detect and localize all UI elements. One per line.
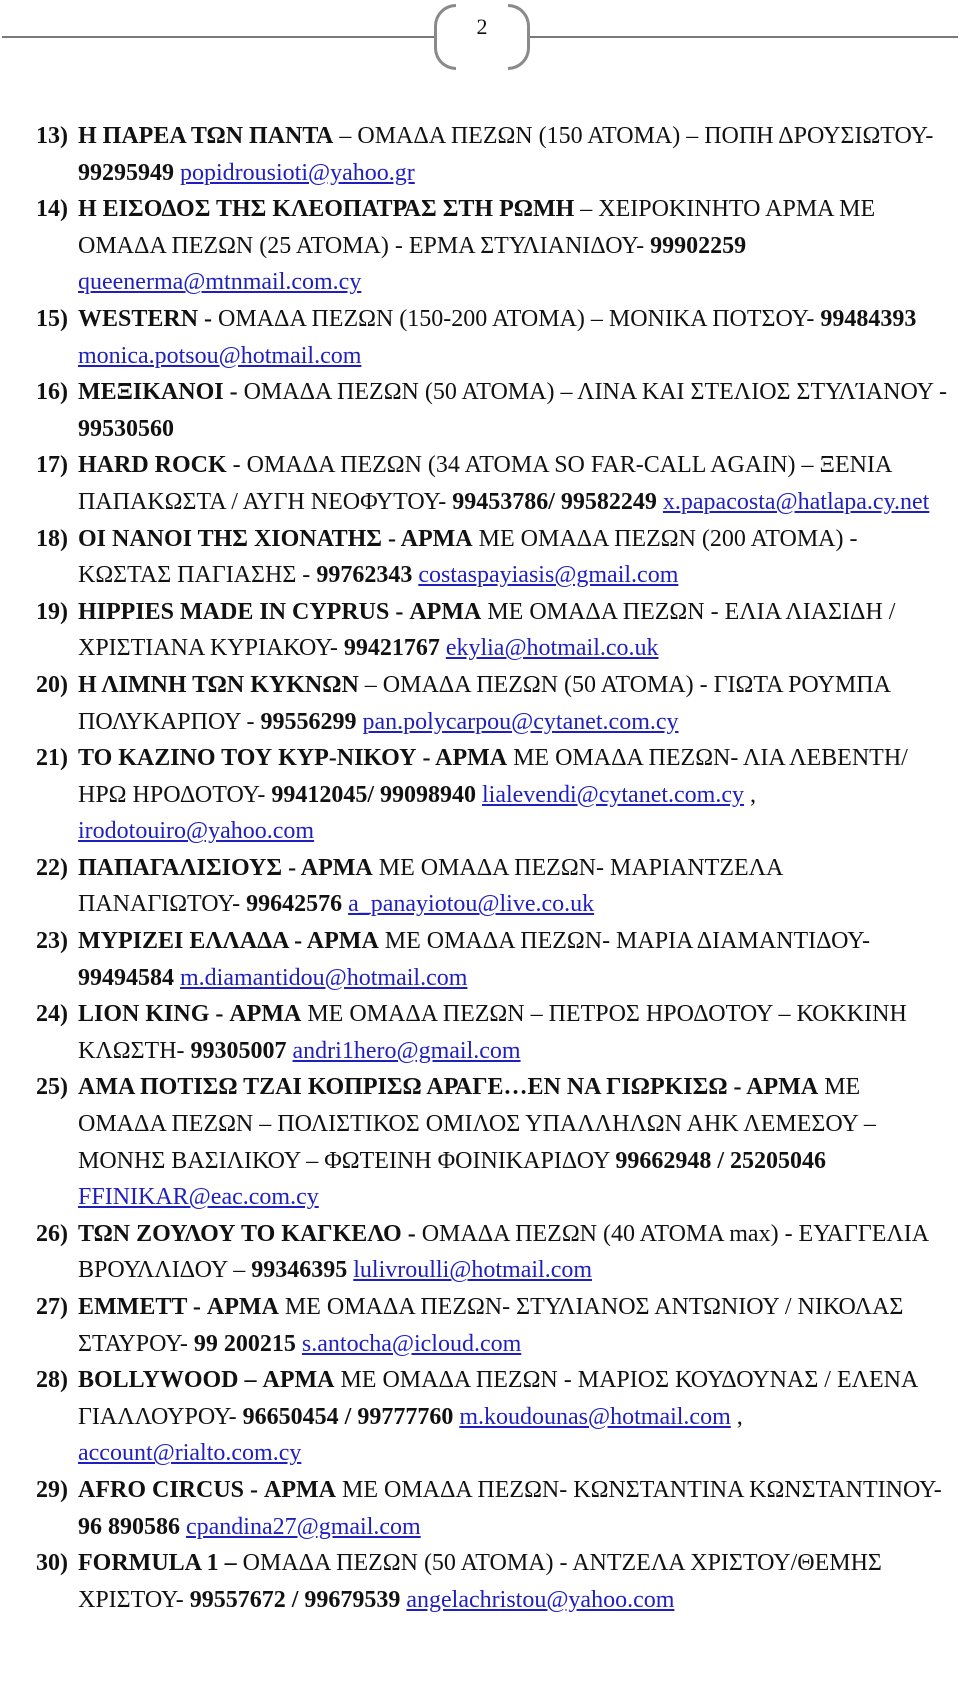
- item-number: 29): [36, 1476, 68, 1503]
- entry-description: ΜΕ ΟΜΑΔΑ ΠΕΖΩΝ - ΕΛΙΑ ΛΙΑΣΙΔΗ / ΧΡΙΣΤΙΑΝΑ ΚΥΡΙΑΚΟΥ-: [78, 598, 896, 662]
- entry-title: ΤΟ ΚΑΖΙΝΟ ΤΟΥ ΚΥΡ-ΝΙΚΟΥ - ΑΡΜΑ: [78, 745, 508, 772]
- entry-phone: 96650454 / 99777760: [242, 1403, 454, 1430]
- entry-description: ΟΜΑΔΑ ΠΕΖΩΝ (40 ΑΤΟΜΑ max) - ΕΥΑΓΓΕΛΙΑ ΒΡΟΥΛΛΙΔΟΥ –: [78, 1220, 928, 1284]
- entry-title: ΑΜΑ ΠΟΤΙΣΩ ΤΖΑΙ ΚΟΠΡΙΣΩ ΑΡΑΓΕ…ΕΝ ΝΑ ΓΙΩΡΚΙΣΩ - ΑΡΜΑ: [78, 1074, 819, 1101]
- entry-phone: 99530560: [78, 415, 174, 442]
- email-link[interactable]: m.diamantidou@hotmail.com: [180, 964, 468, 991]
- item-number: 13): [36, 123, 68, 149]
- item-number: 22): [36, 854, 68, 881]
- entry-title: Η ΕΙΣΟΔΟΣ ΤΗΣ ΚΛΕΟΠΑΤΡΑΣ ΣΤΗ ΡΩΜΗ: [78, 196, 575, 223]
- entry-description: ΜΕ ΟΜΑΔΑ ΠΕΖΩΝ - ΜΑΡΙΟΣ ΚΟΥΔΟΥΝΑΣ / ΕΛΕΝΑ ΓΙΑΛΛΟΥΡΟΥ-: [78, 1367, 918, 1430]
- entry-title: Η ΛΙΜΝΗ ΤΩΝ ΚΥΚΝΩΝ: [78, 671, 359, 698]
- email-link[interactable]: x.papacosta@hatlapa.cy.net: [662, 488, 930, 515]
- list-item: [36, 447, 948, 520]
- email-link[interactable]: a_panayiotou@live.co.uk: [348, 891, 595, 918]
- entry-phone: 99762343: [316, 562, 413, 589]
- entry-description: – ΧΕΙΡΟΚΙΝΗΤΟ ΑΡΜΑ ΜΕ ΟΜΑΔΑ ΠΕΖΩΝ (25 ΑΤΟΜΑ) - ΕΡΜΑ ΣΤΥΛΙΑΝΙΔΟΥ-: [78, 196, 876, 259]
- entry-description: ΜΕ ΟΜΑΔΑ ΠΕΖΩΝ- ΛΙΑ ΛΕΒΕΝΤΗ/ΗΡΩ ΗΡΟΔΟΤΟΥ-: [78, 745, 908, 808]
- item-number: 15): [36, 305, 68, 332]
- entry-title: ΤΩΝ ΖΟΥΛΟΥ ΤΟ ΚΑΓΚΕΛΟ -: [78, 1220, 416, 1247]
- list-item: [36, 923, 948, 996]
- page-number-bracket-right: [508, 4, 530, 70]
- email-link[interactable]: lulivroulli@hotmail.com: [353, 1257, 593, 1284]
- entry-title: AFRO CIRCUS - ΑΡΜΑ: [78, 1476, 336, 1503]
- list-item: 28) BOLLYWOOD – ΑΡΜΑ ΜΕ ΟΜΑΔΑ ΠΕΖΩΝ - ΜΑΡΙΟΣ ΚΟΥΔΟΥΝΑΣ / ΕΛΕΝΑ ΓΙΑΛΛΟΥΡΟΥ- 96650454 / 99777760 m.koudounas@hotmail.com , account@rialto.com.cy: [36, 1362, 948, 1472]
- email-link[interactable]: queenerma@mtnmail.com.cy: [78, 269, 362, 296]
- entry-description: ΟΜΑΔΑ ΠΕΖΩΝ (50 ΑΤΟΜΑ) - ΑΝΤΖΕΛΑ ΧΡΙΣΤΟΥ/ΘΕΜΗΣ ΧΡΙΣΤΟΥ-: [78, 1550, 882, 1613]
- email-link[interactable]: ekylia@hotmail.co.uk: [445, 635, 659, 662]
- entry-description: ΜΕ ΟΜΑΔΑ ΠΕΖΩΝ- ΚΩΝΣΤΑΝΤΙΝΑ ΚΩΝΣΤΑΝΤΙΝΟΥ-: [335, 1476, 942, 1503]
- entry-description: ΜΕ ΟΜΑΔΑ ΠΕΖΩΝ- ΣΤΥΛΙΑΝΟΣ ΑΝΤΩΝΙΟΥ / ΝΙΚΟΛΑΣ ΣΤΑΥΡΟΥ-: [78, 1294, 904, 1357]
- entry-phone: 99556299: [260, 708, 357, 735]
- entry-phone: 99662948 / 25205046: [615, 1147, 827, 1174]
- email-link[interactable]: irodotouiro@yahoo.com: [78, 818, 315, 845]
- page-number-bracket-left: [434, 4, 456, 70]
- entry-phone: 99642576: [246, 891, 343, 918]
- list-item: [36, 374, 948, 447]
- list-item: [36, 850, 948, 923]
- email-link[interactable]: FFINIKAR@eac.com.cy: [78, 1184, 319, 1211]
- list-item: [36, 667, 948, 740]
- email-link[interactable]: account@rialto.com.cy: [78, 1440, 302, 1467]
- entry-title: ΜΥΡΙΖΕΙ ΕΛΛΑΔΑ - ΑΡΜΑ: [78, 928, 379, 955]
- item-number: 18): [36, 525, 68, 552]
- list-item: [36, 1472, 948, 1545]
- entry-description: ΟΜΑΔΑ ΠΕΖΩΝ (150-200 ΑΤΟΜΑ) – ΜΟΝΙΚΑ ΠΟΤΣΟΥ-: [212, 305, 821, 332]
- page-header: [0, 0, 960, 90]
- entry-phone: 99295949: [78, 159, 174, 186]
- entry-description: – ΟΜΑΔΑ ΠΕΖΩΝ (50 ΑΤΟΜΑ) - ΓΙΩΤΑ ΡΟΥΜΠΑ ΠΟΛΥΚΑΡΠΟΥ -: [78, 671, 890, 735]
- entry-list: [36, 118, 948, 1618]
- entry-phone: 99412045/ 99098940: [271, 781, 476, 808]
- item-number: 27): [36, 1294, 68, 1320]
- entry-phone: 99421767: [343, 635, 440, 662]
- entry-description: ΜΕ ΟΜΑΔΑ ΠΕΖΩΝ – ΠΟΛΙΣΤΙΚΟΣ ΟΜΙΛΟΣ ΥΠΑΛΛΗΛΩΝ ΑΗΚ ΛΕΜΕΣΟΥ – ΜΟΝΗΣ ΒΑΣΙΛΙΚΟΥ – ΦΩΤΕΙΝΗ ΦΟΙΝΙΚΑΡΙΔΟΥ: [78, 1074, 876, 1174]
- list-item: [36, 996, 948, 1069]
- entry-phone: 99484393: [820, 305, 917, 332]
- email-link[interactable]: s.antocha@icloud.com: [301, 1330, 522, 1357]
- item-number: 16): [36, 379, 68, 406]
- page-number: 2: [476, 14, 488, 39]
- entry-description: ΟΜΑΔΑ ΠΕΖΩΝ (50 ΑΤΟΜΑ) – ΛΙΝΑ ΚΑΙ ΣΤΕΛΙΟΣ ΣΤΥΛΊΑΝΟΥ -: [237, 379, 948, 406]
- email-link[interactable]: m.koudounas@hotmail.com: [459, 1403, 731, 1430]
- entry-title: FORMULA 1 –: [78, 1550, 237, 1577]
- list-item: 21) ΤΟ ΚΑΖΙΝΟ ΤΟΥ ΚΥΡ-ΝΙΚΟΥ - ΑΡΜΑ ΜΕ ΟΜΑΔΑ ΠΕΖΩΝ- ΛΙΑ ΛΕΒΕΝΤΗ/ΗΡΩ ΗΡΟΔΟΤΟΥ- 99412045/ 99098940 lialevendi@cytanet.com.cy , irodotouiro@yahoo.com: [36, 740, 948, 850]
- entry-description: ΜΕ ΟΜΑΔΑ ΠΕΖΩΝ- ΜΑΡΙΑΝΤΖΕΛΑ ΠΑΝΑΓΙΩΤΟΥ-: [78, 854, 783, 918]
- item-number: 25): [36, 1074, 68, 1101]
- entry-title: BOLLYWOOD – ΑΡΜΑ: [78, 1367, 335, 1394]
- item-number: 19): [36, 598, 68, 625]
- entry-phone: 99902259: [650, 232, 747, 259]
- list-item: [36, 191, 948, 301]
- entry-title: ΜΕΞΙΚΑΝΟΙ -: [78, 379, 238, 406]
- item-number: 26): [36, 1220, 68, 1247]
- list-item: [36, 1289, 948, 1362]
- item-number: 30): [36, 1550, 68, 1577]
- item-number: 28): [36, 1367, 68, 1394]
- entry-title: HIPPIES MADE IN CYPRUS - ΑΡΜΑ: [78, 598, 482, 625]
- entry-title: WESTERN -: [78, 305, 213, 332]
- email-link[interactable]: pan.polycarpou@cytanet.com.cy: [362, 708, 679, 735]
- entry-phone: 99305007: [190, 1037, 287, 1064]
- list-item: [36, 594, 948, 667]
- entry-title: EMMETT - ΑΡΜΑ: [78, 1294, 279, 1320]
- list-item: [36, 118, 948, 191]
- email-link[interactable]: monica.potsou@hotmail.com: [78, 342, 362, 369]
- entry-description: - ΟΜΑΔΑ ΠΕΖΩΝ (34 ΑΤΟΜΑ SO FAR-CALL AGAIN) – ΞΕΝΙΑ ΠΑΠΑΚΩΣΤΑ / ΑΥΓΗ ΝΕΟΦΥΤΟΥ-: [78, 452, 891, 515]
- entry-phone: 99453786/ 99582249: [452, 488, 657, 515]
- item-number: 23): [36, 928, 68, 955]
- entry-phone: 99494584: [78, 964, 174, 991]
- list-item: [36, 1545, 948, 1618]
- email-link[interactable]: lialevendi@cytanet.com.cy: [481, 781, 744, 808]
- list-item: [36, 521, 948, 594]
- entry-description: ΜΕ ΟΜΑΔΑ ΠΕΖΩΝ – ΠΕΤΡΟΣ ΗΡΟΔΟΤΟΥ – ΚΟΚΚΙΝΗ ΚΛΩΣΤΗ-: [78, 1001, 907, 1064]
- item-number: 24): [36, 1001, 68, 1028]
- entry-title: Η ΠΑΡΕΑ ΤΩΝ ΠΑΝΤΑ: [78, 123, 334, 149]
- entry-title: LION KING - ΑΡΜΑ: [78, 1001, 302, 1028]
- email-link[interactable]: costaspayiasis@gmail.com: [418, 562, 679, 589]
- entry-phone: 99557672 / 99679539: [189, 1586, 401, 1613]
- item-number: 21): [36, 745, 68, 772]
- list-item: [36, 301, 948, 374]
- list-item: [36, 1069, 948, 1215]
- email-link[interactable]: popidrousioti@yahoo.gr: [180, 159, 415, 186]
- email-link[interactable]: andri1hero@gmail.com: [292, 1037, 521, 1064]
- item-number: 20): [36, 671, 68, 698]
- entry-description: ΜΕ ΟΜΑΔΑ ΠΕΖΩΝ- ΜΑΡΙΑ ΔΙΑΜΑΝΤΙΔΟΥ-: [378, 928, 870, 955]
- entry-description: ΜΕ ΟΜΑΔΑ ΠΕΖΩΝ (200 ΑΤΟΜΑ) - ΚΩΣΤΑΣ ΠΑΓΙΑΣΗΣ -: [78, 525, 858, 589]
- entry-title: HARD ROCK: [78, 452, 227, 479]
- entry-description: – ΟΜΑΔΑ ΠΕΖΩΝ (150 ΑΤΟΜΑ) – ΠΟΠΗ ΔΡΟΥΣΙΩΤΟΥ-: [333, 123, 934, 149]
- list-item: [36, 1216, 948, 1289]
- item-number: 14): [36, 196, 68, 223]
- item-number: 17): [36, 452, 68, 479]
- email-link[interactable]: cpandina27@gmail.com: [186, 1513, 421, 1540]
- entry-phone: 96 890586: [78, 1513, 180, 1540]
- entry-title: ΠΑΠΑΓΑΛΙΣΙΟΥΣ - ΑΡΜΑ: [78, 854, 373, 881]
- entry-title: ΟΙ ΝΑΝΟΙ ΤΗΣ ΧΙΟΝΑΤΗΣ - ΑΡΜΑ: [78, 525, 473, 552]
- entry-phone: 99 200215: [193, 1330, 296, 1357]
- entry-phone: 99346395: [251, 1257, 348, 1284]
- email-link[interactable]: angelachristou@yahoo.com: [406, 1586, 675, 1613]
- header-rule-left: [2, 36, 434, 38]
- header-rule-right: [530, 36, 958, 38]
